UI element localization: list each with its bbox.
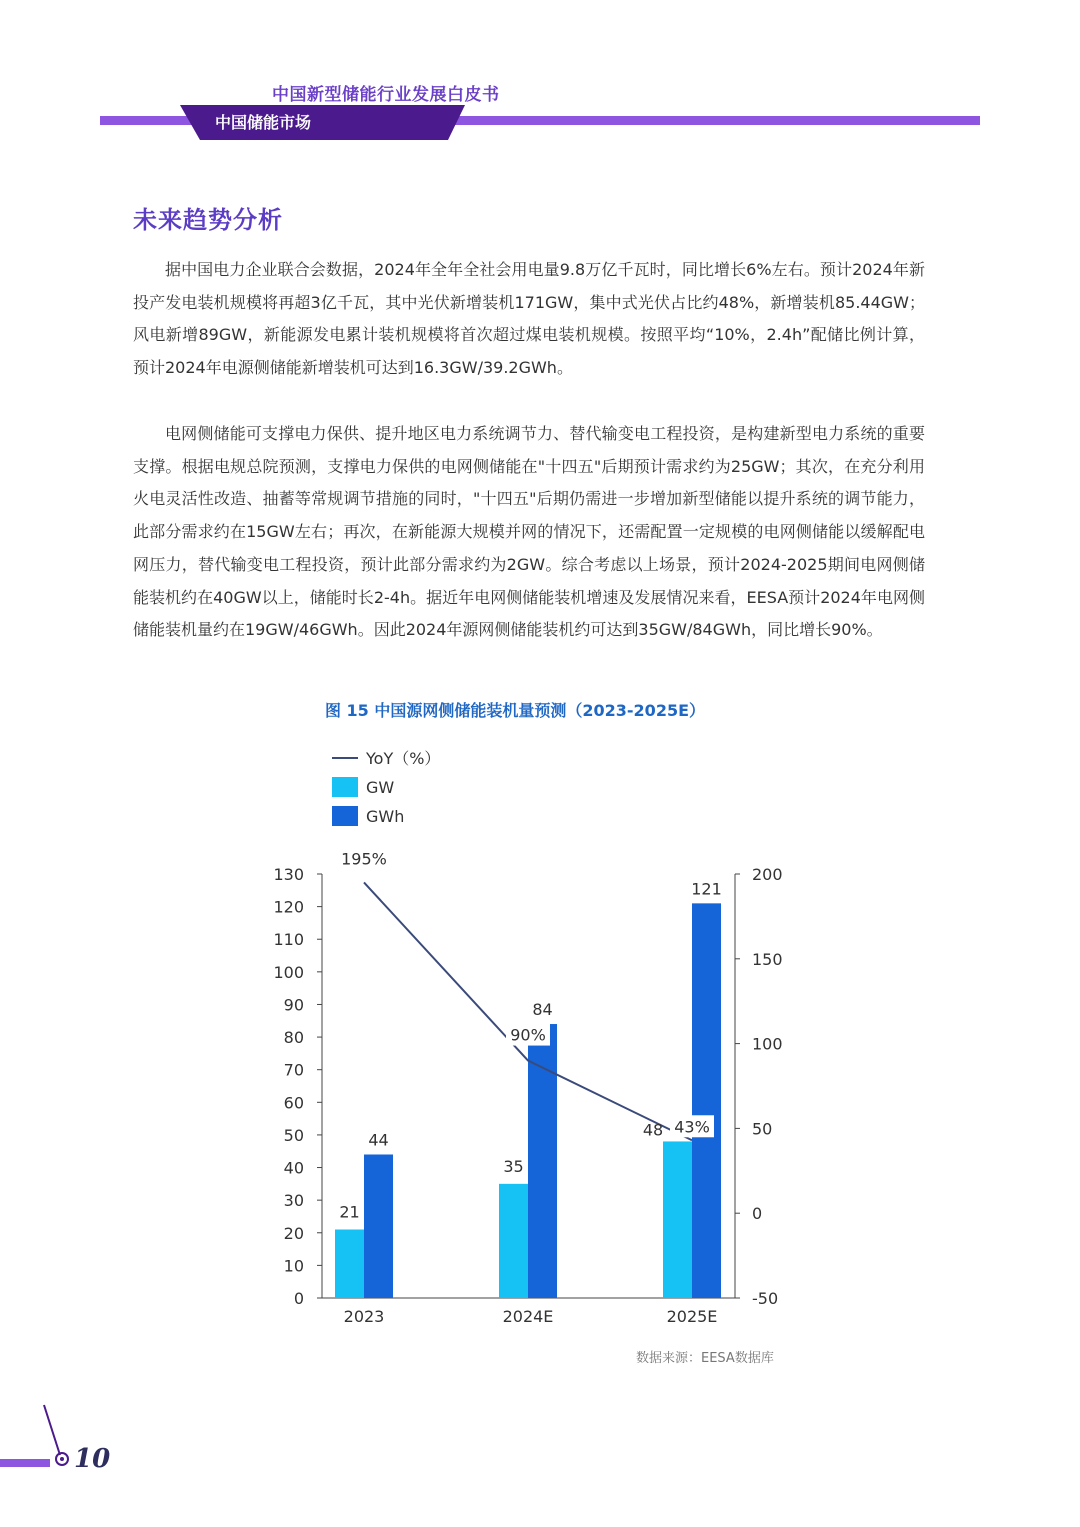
legend-yoy-label: YoY（%） xyxy=(366,749,441,768)
document-title: 中国新型储能行业发展白皮书 xyxy=(272,85,500,105)
gw-value-label: 48 xyxy=(642,1120,664,1140)
section-tab-label: 中国储能市场 xyxy=(215,113,312,132)
y-left-tick-label: 80 xyxy=(283,1028,304,1048)
y-right-tick-label: 100 xyxy=(752,1034,783,1054)
bar-line-chart xyxy=(0,730,1080,1340)
legend-gwh-swatch xyxy=(332,806,358,826)
y-left-tick-label: 60 xyxy=(283,1093,304,1113)
page-number: 10 xyxy=(74,1444,111,1474)
gw-value-label: 21 xyxy=(339,1202,360,1222)
section-heading: 未来趋势分析 xyxy=(133,206,283,234)
figure-source: 数据来源：EESA数据库 xyxy=(636,1351,774,1366)
footer-decoration xyxy=(0,1395,80,1485)
y-left-tick-label: 50 xyxy=(283,1125,304,1145)
gwh-value-label: 44 xyxy=(368,1130,389,1150)
chart-bars xyxy=(335,903,721,1298)
x-tick-label: 2024E xyxy=(502,1307,554,1326)
gwh-value-label: 84 xyxy=(532,1000,553,1020)
gwh-value-label: 121 xyxy=(691,879,722,899)
y-left-tick-label: 0 xyxy=(293,1289,304,1308)
y-left-tick-label: 30 xyxy=(283,1191,304,1211)
y-right-tick-label: -50 xyxy=(752,1289,779,1308)
y-left-tick-label: 20 xyxy=(283,1223,304,1243)
y-left-tick-label: 10 xyxy=(283,1256,304,1276)
yoy-value-label: 195% xyxy=(341,849,387,869)
chart-legend xyxy=(332,749,440,826)
y-left-tick-label: 100 xyxy=(273,962,304,982)
yoy-value-label: 43% xyxy=(674,1117,710,1137)
y-right-tick-label: 0 xyxy=(752,1204,763,1224)
figure-title: 图 15 中国源网侧储能装机量预测（2023-2025E） xyxy=(324,701,706,720)
paragraph-1: 据中国电力企业联合会数据，2024年全年全社会用电量9.8万亿千瓦时，同比增长6%左右。预计2024年新投产发电装机规模将再超3亿千瓦，其中光伏新增装机171GW，集中式光伏占比约48%，新增装机85.44GW；风电新增89GW，新能源发电累计装机规模将首次超过煤电装机规模。按照平均“10%，2.4h”配储比例计算，预计2024年电源侧储能新增装机可达到16.3GW/39.2GWh。 xyxy=(133,260,925,378)
bar-gwh xyxy=(364,1154,393,1298)
bar-gw xyxy=(499,1184,528,1298)
legend-gw-swatch xyxy=(332,777,358,797)
footer-accent-bar xyxy=(0,1459,50,1467)
x-tick-label: 2025E xyxy=(666,1307,718,1326)
bar-gw xyxy=(663,1141,692,1298)
y-left-tick-label: 110 xyxy=(273,930,304,950)
y-right-tick-label: 150 xyxy=(752,949,783,969)
y-left-tick-label: 130 xyxy=(273,865,304,884)
legend-gwh-label: GWh xyxy=(366,807,405,826)
y-right-tick-label: 200 xyxy=(752,865,783,884)
bar-gwh xyxy=(528,1024,557,1298)
yoy-value-label: 90% xyxy=(510,1025,546,1045)
gw-value-label: 35 xyxy=(503,1156,524,1176)
bar-gw xyxy=(335,1230,364,1298)
y-left-tick-label: 120 xyxy=(273,897,304,917)
y-left-tick-label: 70 xyxy=(283,1060,304,1080)
y-left-tick-label: 40 xyxy=(283,1158,304,1178)
legend-gw-label: GW xyxy=(366,778,395,797)
x-tick-label: 2023 xyxy=(343,1307,385,1326)
paragraph-2: 电网侧储能可支撑电力保供、提升地区电力系统调节力、替代输变电工程投资，是构建新型电力系统的重要支撑。根据电规总院预测，支撑电力保供的电网侧储能在"十四五"后期预计需求约为25GW；其次，在充分利用火电灵活性改造、抽蓄等常规调节措施的同时，"十四五"后期仍需进一步增加新型储能以提升系统的调节能力，此部分需求约在15GW左右；再次，在新能源大规模并网的情况下，还需配置一定规模的电网侧储能以缓解配电网压力，替代输变电工程投资，预计此部分需求约为2GW。综合考虑以上场景，预计2024-2025期间电网侧储能装机约在40GW以上，储能时长2-4h。据近年电网侧储能装机增速及发展情况来看，EESA预计2024年电网侧储能装机量约在19GW/46GWh。因此2024年源网侧储能装机约可达到35GW/84GWh，同比增长90%。 xyxy=(133,424,925,640)
y-right-tick-label: 50 xyxy=(752,1119,773,1139)
bar-gwh xyxy=(692,903,721,1298)
header-banner xyxy=(0,100,1080,145)
y-left-tick-label: 90 xyxy=(283,995,304,1015)
